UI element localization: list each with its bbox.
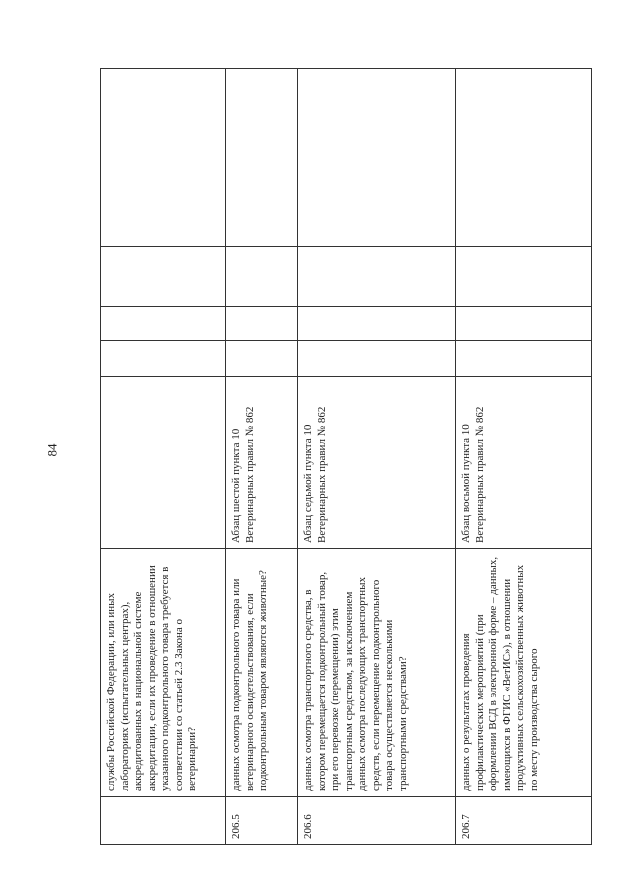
answer-cell	[298, 247, 456, 307]
question-text: данных осмотра подконтрольного товара или ветеринарного освидетельствования, если подконтрольным товаром являются животные?	[226, 549, 298, 797]
row-number: 206.7	[456, 797, 592, 845]
row-number: 206.6	[298, 797, 456, 845]
remark-cell	[101, 69, 226, 247]
checklist-table	[100, 68, 592, 845]
question-text: службы Российской Федерации, или иных лабораториях (испытательных центрах), аккредитованных в национальной системе аккредитации, если их проведение в отношении указанного подконтрольного товара требуется в соответствии со статьей 2.3 Закона о ветеринарии?	[101, 549, 226, 797]
legal-reference: Абзац восьмой пункта 10 Ветеринарных правил № 862	[456, 377, 592, 549]
legal-reference: Абзац шестой пункта 10 Ветеринарных правил № 862	[226, 377, 298, 549]
answer-cell	[101, 307, 226, 341]
legal-reference: Абзац седьмой пункта 10 Ветеринарных правил № 862	[298, 377, 456, 549]
row-number	[101, 797, 226, 845]
table-row	[226, 69, 298, 845]
answer-cell	[456, 307, 592, 341]
answer-cell	[456, 247, 592, 307]
row-number: 206.5	[226, 797, 298, 845]
answer-cell	[456, 341, 592, 377]
question-text: данных осмотра транспортного средства, в котором перемещается подконтрольный товар, при его перевозке (перемещении) этим транспортным средством, за исключением данных осмотра последующих транспортных средств, если перемещение подконтрольного товара осуществляется несколькими транспортными средствами?	[298, 549, 456, 797]
legal-reference	[101, 377, 226, 549]
answer-cell	[101, 247, 226, 307]
table-row	[298, 69, 456, 845]
question-text: данных о результатах проведения профилактических мероприятий (при оформлении ВСД в электронной форме – данных, имеющихся в ФГИС «ВетИС»), в отношении продуктивных сельскохозяйственных животных по месту производства сырого	[456, 549, 592, 797]
answer-cell	[226, 247, 298, 307]
table-row	[101, 69, 226, 845]
page-number: 84	[44, 443, 60, 457]
answer-cell	[226, 307, 298, 341]
answer-cell	[298, 307, 456, 341]
remark-cell	[456, 69, 592, 247]
rotated-table-wrapper	[100, 69, 591, 845]
answer-cell	[226, 341, 298, 377]
answer-cell	[298, 341, 456, 377]
remark-cell	[226, 69, 298, 247]
answer-cell	[101, 341, 226, 377]
table-row	[456, 69, 592, 845]
remark-cell	[298, 69, 456, 247]
